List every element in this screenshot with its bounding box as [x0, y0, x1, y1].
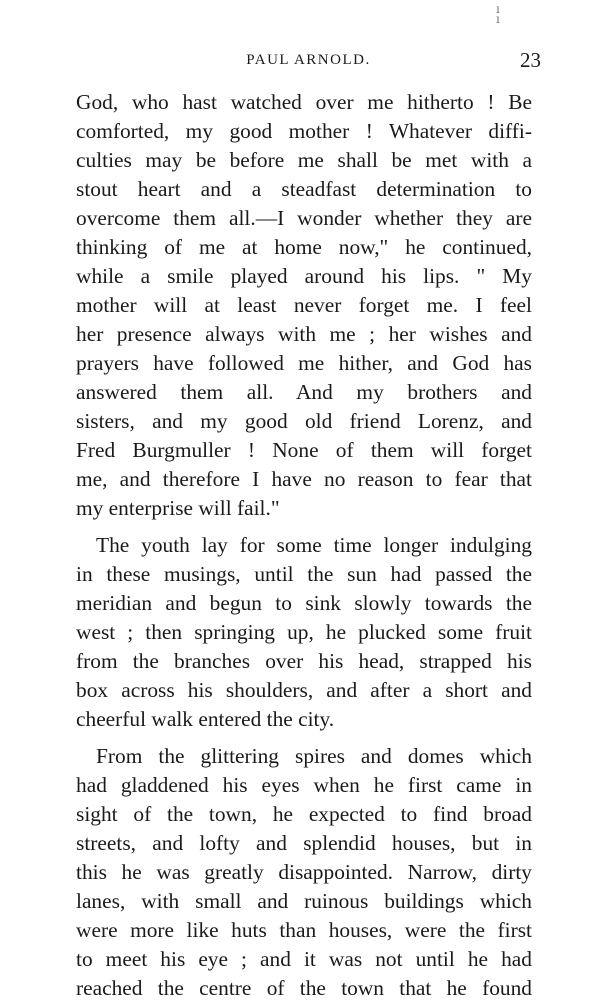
paragraph-gap [76, 734, 532, 742]
text-line: this he was greatly disappointed. Narrow, dirty [76, 860, 532, 884]
text-line: had gladdened his eyes when he first came in [76, 773, 532, 797]
text-line: sight of the town, he expected to find broad [76, 802, 532, 826]
paragraph-2 [76, 531, 532, 734]
running-head: PAUL ARNOLD. [246, 52, 371, 68]
text-line: reached the centre of the town that he found [76, 976, 532, 1000]
text-line: to meet his eye ; and it was not until he had [76, 947, 532, 971]
margin-pencil-mark: ı ı [496, 2, 500, 26]
text-line: thinking of me at home now," he continued, [76, 235, 532, 259]
text-line: prayers have followed me hither, and God has [76, 351, 532, 375]
text-line: meridian and begun to sink slowly towards the [76, 591, 532, 615]
text-line: stout heart and a steadfast determination to [76, 177, 532, 201]
text-line: Fred Burgmuller ! None of them will forget [76, 438, 532, 462]
text-line: were more like huts than houses, were the first [76, 918, 532, 942]
text-line: From the glittering spires and domes which [96, 744, 532, 768]
text-line: in these musings, until the sun had passed the [76, 562, 532, 586]
text-line: culties may be before me shall be met with a [76, 148, 532, 172]
text-line: cheerful walk entered the city. [76, 707, 335, 731]
text-line: from the branches over his head, strapped his [76, 649, 532, 673]
text-line: answered them all. And my brothers and [76, 380, 532, 404]
text-line: The youth lay for some time longer indulging [96, 533, 532, 557]
text-line: her presence always with me ; her wishes and [76, 322, 532, 346]
text-line: lanes, with small and ruinous buildings which [76, 889, 532, 913]
text-line: while a smile played around his lips. " My [76, 264, 532, 288]
text-line: streets, and lofty and splendid houses, but in [76, 831, 532, 855]
text-line: box across his shoulders, and after a short and [76, 678, 532, 702]
text-line: sisters, and my good old friend Lorenz, and [76, 409, 532, 433]
page-header [76, 48, 541, 74]
text-line: mother will at least never forget me. I feel [76, 293, 532, 317]
text-line: me, and therefore I have no reason to fear that [76, 467, 532, 491]
text-line: comforted, my good mother ! Whatever diffi- [76, 119, 532, 143]
text-line: my enterprise will fail." [76, 496, 280, 520]
text-line: God, who hast watched over me hitherto ! Be [76, 90, 532, 114]
paragraph-3 [76, 742, 532, 1003]
paragraph-1 [76, 88, 532, 523]
paragraph-gap [76, 523, 532, 531]
text-line: west ; then springing up, he plucked some fruit [76, 620, 532, 644]
text-line: overcome them all.—I wonder whether they are [76, 206, 532, 230]
page-number: 23 [520, 48, 541, 72]
text-body [76, 88, 532, 1003]
